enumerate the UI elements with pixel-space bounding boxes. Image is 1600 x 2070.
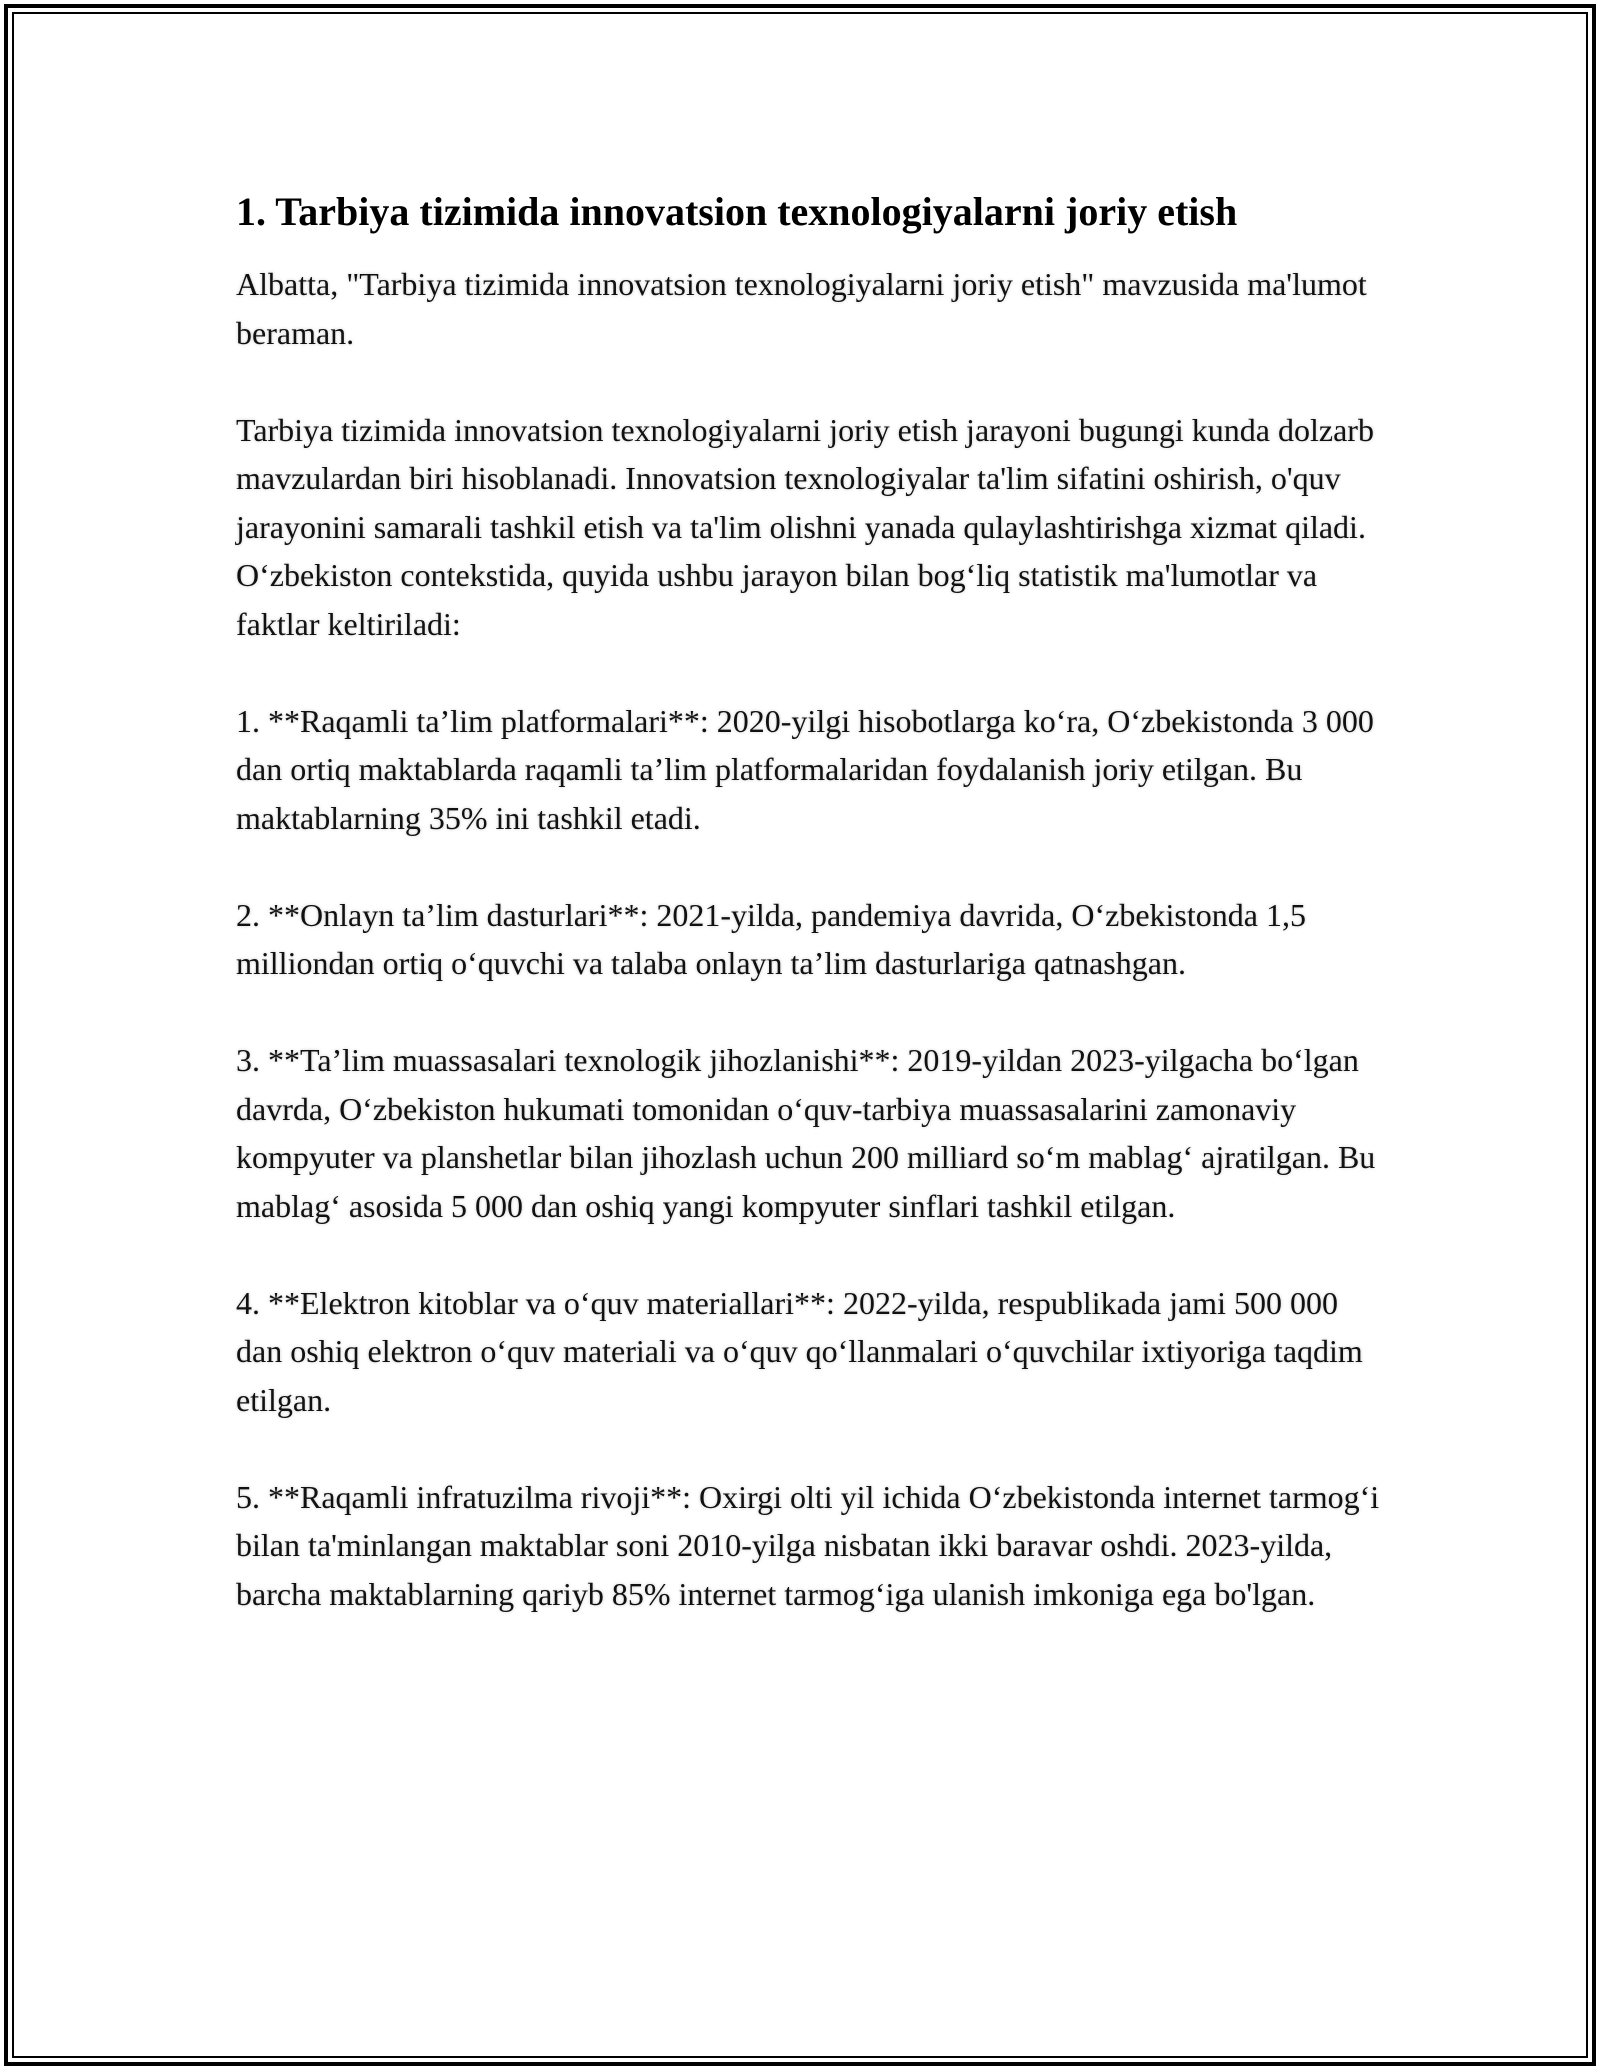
list-item-3: 3. **Ta’lim muassasalari texnologik jihozlanishi**: 2019-yildan 2023-yilgacha bo‘lgan davrda, O‘zbekiston hukumati tomonidan o‘quv-tarbiya muassasalarini zamonaviy kompyuter va planshetlar bilan jihozlash uchun 200 milliard so‘m mablag‘ ajratilgan. Bu mablag‘ asosida 5 000 dan oshiq yangi kompyuter sinflari tashkil etilgan. — [236, 1042, 1376, 1224]
list-item-1: 1. **Raqamli ta’lim platformalari**: 2020-yilgi hisobotlarga ko‘ra, O‘zbekistonda 3 000 dan ortiq maktablarda raqamli ta’lim platformalaridan foydalanish joriy etilgan. Bu maktablarning 35% ini tashkil etadi. — [236, 702, 1374, 836]
document-title: 1. Tarbiya tizimida innovatsion texnologiyalarni joriy etish — [236, 189, 1238, 234]
paragraph-overview: Tarbiya tizimida innovatsion texnologiyalarni joriy etish jarayoni bugungi kunda dolzarb mavzulardan biri hisoblanadi. Innovatsion texnologiyalar ta'lim sifatini oshirish, o'quv jarayonini samarali tashkil etish va ta'lim olishni yanada qulaylashtirishga xizmat qiladi. O‘zbekiston contekstida, quyida ushbu jarayon bilan bog‘liq statistik ma'lumotlar va faktlar keltiriladi: — [236, 411, 1374, 642]
list-item-4: 4. **Elektron kitoblar va o‘quv materiallari**: 2022-yilda, respublikada jami 500 000 dan oshiq elektron o‘quv materiali va o‘quv qo‘llanmalari o‘quvchilar ixtiyoriga taqdim etilgan. — [236, 1284, 1363, 1418]
document-body — [236, 186, 1386, 1618]
list-item-2: 2. **Onlayn ta’lim dasturlari**: 2021-yilda, pandemiya davrida, O‘zbekistonda 1,5 milliondan ortiq o‘quvchi va talaba onlayn ta’lim dasturlariga qatnashgan. — [236, 896, 1306, 981]
paragraph-intro: Albatta, "Tarbiya tizimida innovatsion texnologiyalarni joriy etish" mavzusida ma'lumot beraman. — [236, 266, 1367, 351]
list-item-5: 5. **Raqamli infratuzilma rivoji**: Oxirgi olti yil ichida O‘zbekistonda internet tarmog‘i bilan ta'minlangan maktablar soni 2010-yilga nisbatan ikki baravar oshdi. 2023-yilda, barcha maktablarning qariyb 85% internet tarmog‘iga ulanish imkoniga ega bo'lgan. — [236, 1478, 1380, 1612]
